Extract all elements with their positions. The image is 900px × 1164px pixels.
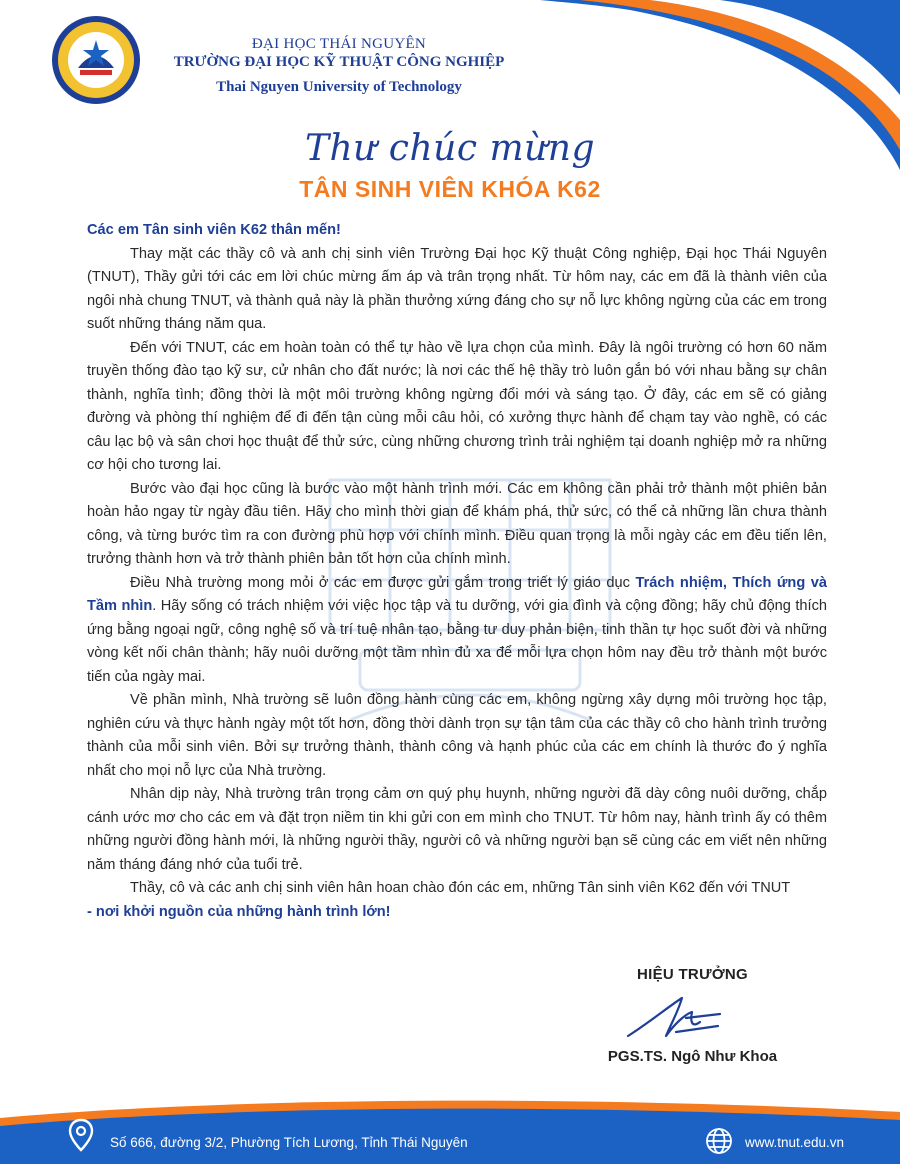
institution-names — [154, 36, 524, 96]
paragraph-7: Thầy, cô và các anh chị sinh viên hân hoan chào đón các em, những Tân sinh viên K62 đến với TNUT — [130, 880, 791, 896]
footer-address: Số 666, đường 3/2, Phường Tích Lương, Tỉnh Thái Nguyên — [110, 1135, 468, 1150]
paragraph-4 — [87, 572, 827, 690]
footer-band — [0, 1090, 900, 1164]
paragraph-3: Bước vào đại học cũng là bước vào một hành trình mới. Các em không cần phải trở thành một phiên bản hoàn hảo ngay từ ngày đầu tiên. Hãy cho mình thời gian để khám phá, thử sức, có thể cả những lần chưa thành công, và từng bước tìm ra con đường phù hợp với chính mình. Điều quan trọng là mỗi ngày các em đều tiến lên, trưởng thành hơn và trở thành phiên bản tốt hơn của chính mình. — [87, 480, 827, 567]
paragraph-4-intro: Điều Nhà trường mong mỏi ở các em được gửi gắm trong triết lý giáo dục — [130, 574, 636, 591]
letter-title-script: Thư chúc mừng — [304, 128, 596, 169]
paragraph-4-rest: . Hãy sống có trách nhiệm với việc học tập và tu dưỡng, với gia đình và cộng đồng; hãy chủ động thích ứng bằng ngoại ngữ, công nghệ số và trí tuệ nhân tạo, bằng tư duy phản biện, tinh thần tự học suốt đời và những vòng kết nối chân thành; hãy nuôi dưỡng một tầm nhìn đủ xa để mỗi lựa chọn hôm nay đều trở thành một bước tiến của ngày mai. — [87, 598, 827, 685]
greeting: Các em Tân sinh viên K62 thân mến! — [87, 222, 341, 238]
paragraph-1: Thay mặt các thầy cô và anh chị sinh viên Trường Đại học Kỹ thuật Công nghiệp, Đại học Thái Nguyên (TNUT), Thầy gửi tới các em lời chúc mừng ấm áp và trân trọng nhất. Từ hôm nay, các em đã là thành viên của ngôi nhà chung TNUT, và thành quả này là phần thưởng xứng đáng cho sự nỗ lực không ngừng của các em trong suốt những tháng năm qua. — [87, 245, 827, 332]
signature-block — [600, 966, 785, 1070]
signer-role: HIỆU TRƯỞNG — [636, 966, 749, 983]
education-philosophy: Trách nhiệm, Thích ứng và Tầm nhìn — [87, 574, 827, 614]
footer-website-link[interactable]: www.tnut.edu.vn — [745, 1135, 845, 1150]
letterhead — [50, 14, 530, 106]
closing-line: - nơi khởi nguồn của những hành trình lớn! — [87, 903, 391, 920]
university-name: ĐẠI HỌC THÁI NGUYÊN — [251, 36, 427, 52]
signer-name: PGS.TS. Ngô Như Khoa — [607, 1048, 778, 1065]
school-name-english: Thai Nguyen University of Technology — [216, 79, 462, 95]
paragraph-2: Đến với TNUT, các em hoàn toàn có thể tự hào về lựa chọn của mình. Đây là ngôi trường có hơn 60 năm truyền thống đào tạo kỹ sư, cử nhân cho đất nước; là nơi các thế hệ thầy trò luôn gắn bó với nhau bằng sự chân thành, nghĩa tình; đồng thời là một môi trường không ngừng đổi mới và sáng tạo. Ở đây, các em sẽ có giảng đường và phòng thí nghiệm để đi đến tận cùng mỗi câu hỏi, có xưởng thực hành để chạm tay vào nghề, có các câu lạc bộ và sân chơi học thuật để thử sức, cùng những chương trình trải nghiệm tại doanh nghiệp mở ra những cơ hội cho tương lai. — [87, 339, 827, 473]
letter-body — [87, 219, 827, 924]
handwritten-signature — [620, 992, 740, 1042]
letter-title-main: TÂN SINH VIÊN KHÓA K62 — [299, 176, 601, 202]
school-logo-icon — [50, 14, 142, 106]
globe-icon — [705, 1127, 733, 1155]
paragraph-5: Về phần mình, Nhà trường sẽ luôn đồng hành cùng các em, không ngừng xây dựng môi trường học tập, nghiên cứu và thực hành ngày một tốt hơn, đồng thời dành trọn sự tận tâm của các thầy cô cho hành trình trưởng thành của mỗi sinh viên. Bởi sự trưởng thành, thành công và hạnh phúc của các em chính là thước đo ý nghĩa nhất cho mọi nỗ lực của Nhà trường. — [87, 692, 827, 779]
school-name: TRƯỜNG ĐẠI HỌC KỸ THUẬT CÔNG NGHIỆP — [173, 54, 505, 70]
paragraph-6: Nhân dịp này, Nhà trường trân trọng cảm ơn quý phụ huynh, những người đã dày công nuôi dưỡng, chắp cánh ước mơ cho các em và đặt trọn niềm tin khi gửi con em mình cho TNUT. Từ hôm nay, hành trình ấy có thêm những người đồng hành mới, là những người thầy, người cô và những người bạn sẽ cùng các em viết nên những năm tháng đáng nhớ của tuổi trẻ. — [87, 786, 827, 873]
location-pin-icon — [68, 1118, 94, 1152]
